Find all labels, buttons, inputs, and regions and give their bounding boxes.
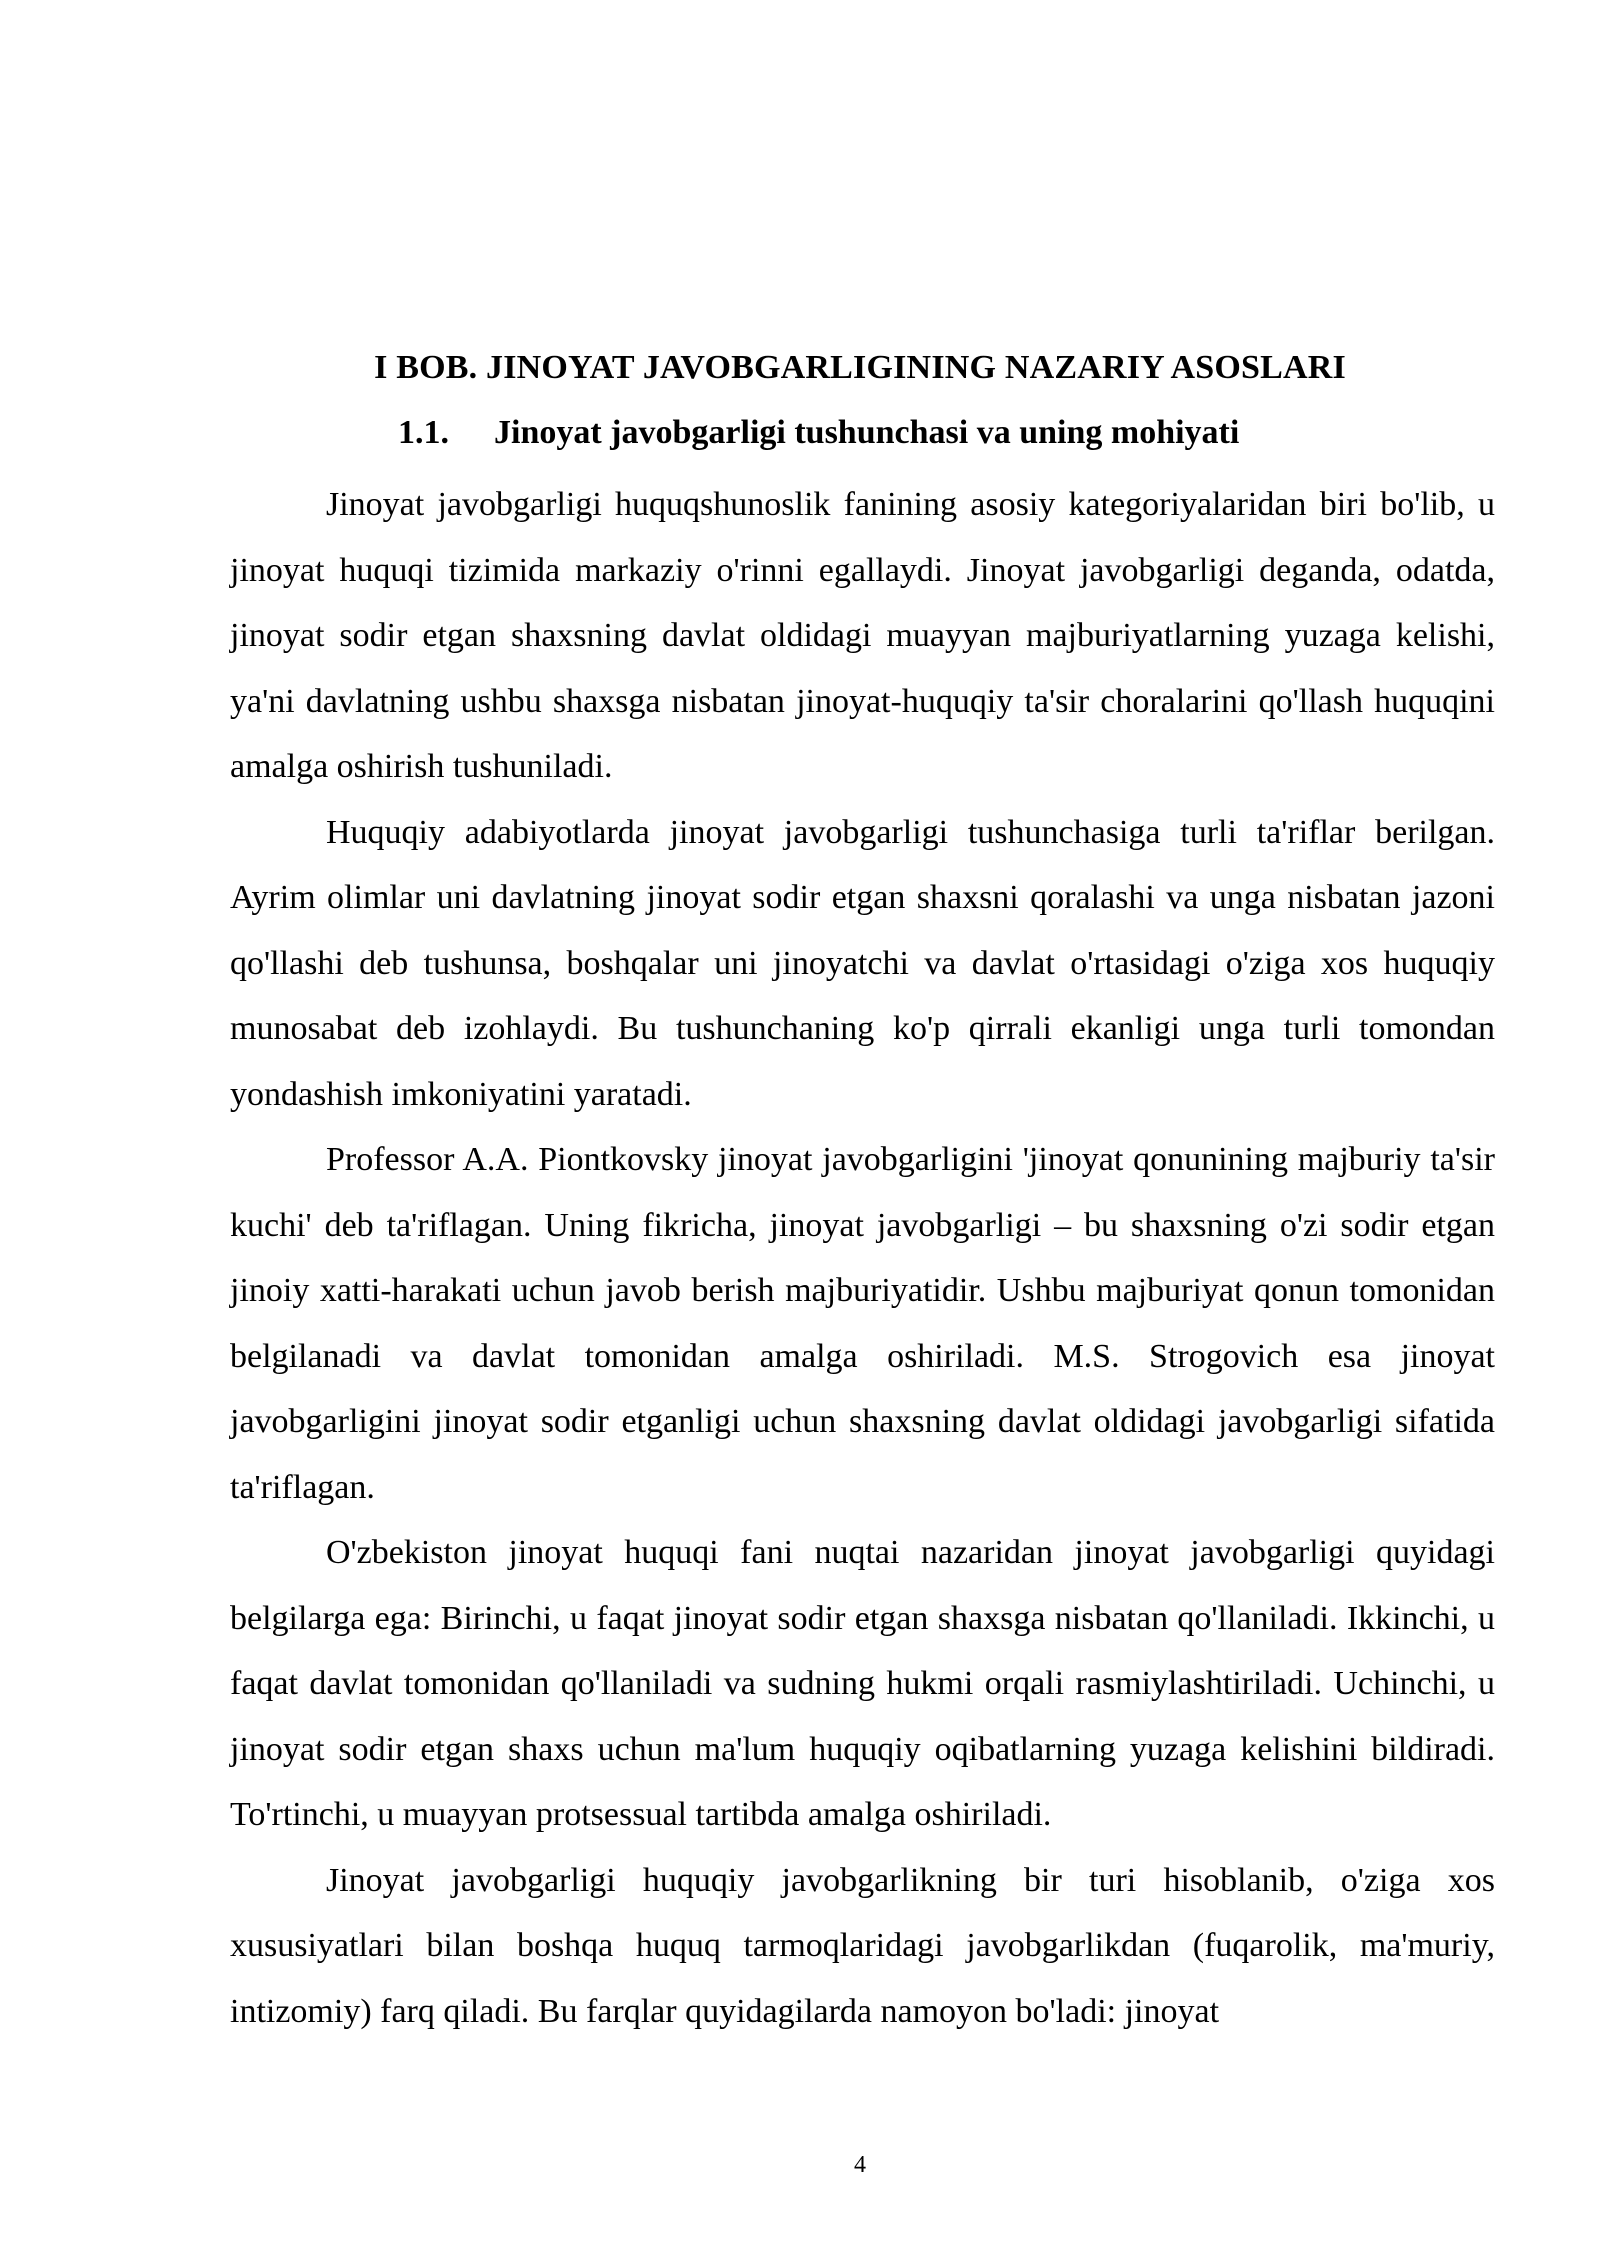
chapter-title: I BOB. JINOYAT JAVOBGARLIGINING NAZARIY ASOSLARI	[374, 349, 1346, 386]
page-number: 4	[854, 2152, 866, 2178]
paragraph-5: Jinoyat javobgarligi huquqiy javobgarlikning bir turi hisoblanib, o'ziga xos xususiyatlari bilan boshqa huquq tarmoqlaridagi javobgarlikdan (fuqarolik, ma'muriy, intizomiy) farq qiladi. Bu farqlar quyidagilarda namoyon bo'ladi: jinoyat	[230, 1861, 1495, 2030]
section-number: 1.1.	[398, 414, 449, 451]
body-text	[230, 472, 1495, 2044]
paragraph-4: O'zbekiston jinoyat huquqi fani nuqtai nazaridan jinoyat javobgarligi quyidagi belgilarga ega: Birinchi, u faqat jinoyat sodir etgan shaxsga nisbatan qo'llaniladi. Ikkinchi, u faqat davlat tomonidan qo'llaniladi va sudning hukmi orqali rasmiylashtiriladi. Uchinchi, u jinoyat sodir etgan shaxs uchun ma'lum huquqiy oqibatlarning yuzaga kelishini bildiradi. To'rtinchi, u muayyan protsessual tartibda amalga oshiriladi.	[230, 1534, 1495, 1833]
paragraph-1: Jinoyat javobgarligi huquqshunoslik fanining asosiy kategoriyalaridan biri bo'lib, u jinoyat huquqi tizimida markaziy o'rinni egallaydi. Jinoyat javobgarligi deganda, odatda, jinoyat sodir etgan shaxsning davlat oldidagi muayyan majburiyatlarning yuzaga kelishi, ya'ni davlatning ushbu shaxsga nisbatan jinoyat-huquqiy ta'sir choralarini qo'llash huquqini amalga oshirish tushuniladi.	[230, 486, 1495, 785]
section-heading	[398, 410, 1239, 456]
paragraph-2: Huquqiy adabiyotlarda jinoyat javobgarligi tushunchasiga turli ta'riflar berilgan. Ayrim olimlar uni davlatning jinoyat sodir etgan shaxsni qoralashi va unga nisbatan jazoni qo'llashi deb tushunsa, boshqalar uni jinoyatchi va davlat o'rtasidagi o'ziga xos huquqiy munosabat deb izohlaydi. Bu tushunchaning ko'p qirrali ekanligi unga turli tomondan yondashish imkoniyatini yaratadi.	[230, 813, 1495, 1113]
paragraph-3: Professor A.A. Piontkovsky jinoyat javobgarligini 'jinoyat qonunining majburiy ta'sir kuchi' deb ta'riflagan. Uning fikricha, jinoyat javobgarligi – bu shaxsning o'zi sodir etgan jinoiy xatti-harakati uchun javob berish majburiyatidir. Ushbu majburiyat qonun tomonidan belgilanadi va davlat tomonidan amalga oshiriladi. M.S. Strogovich esa jinoyat javobgarligini jinoyat sodir etganligi uchun shaxsning davlat oldidagi javobgarligi sifatida ta'riflagan.	[230, 1141, 1495, 1506]
section-title: Jinoyat javobgarligi tushunchasi va uning mohiyati	[494, 414, 1240, 451]
